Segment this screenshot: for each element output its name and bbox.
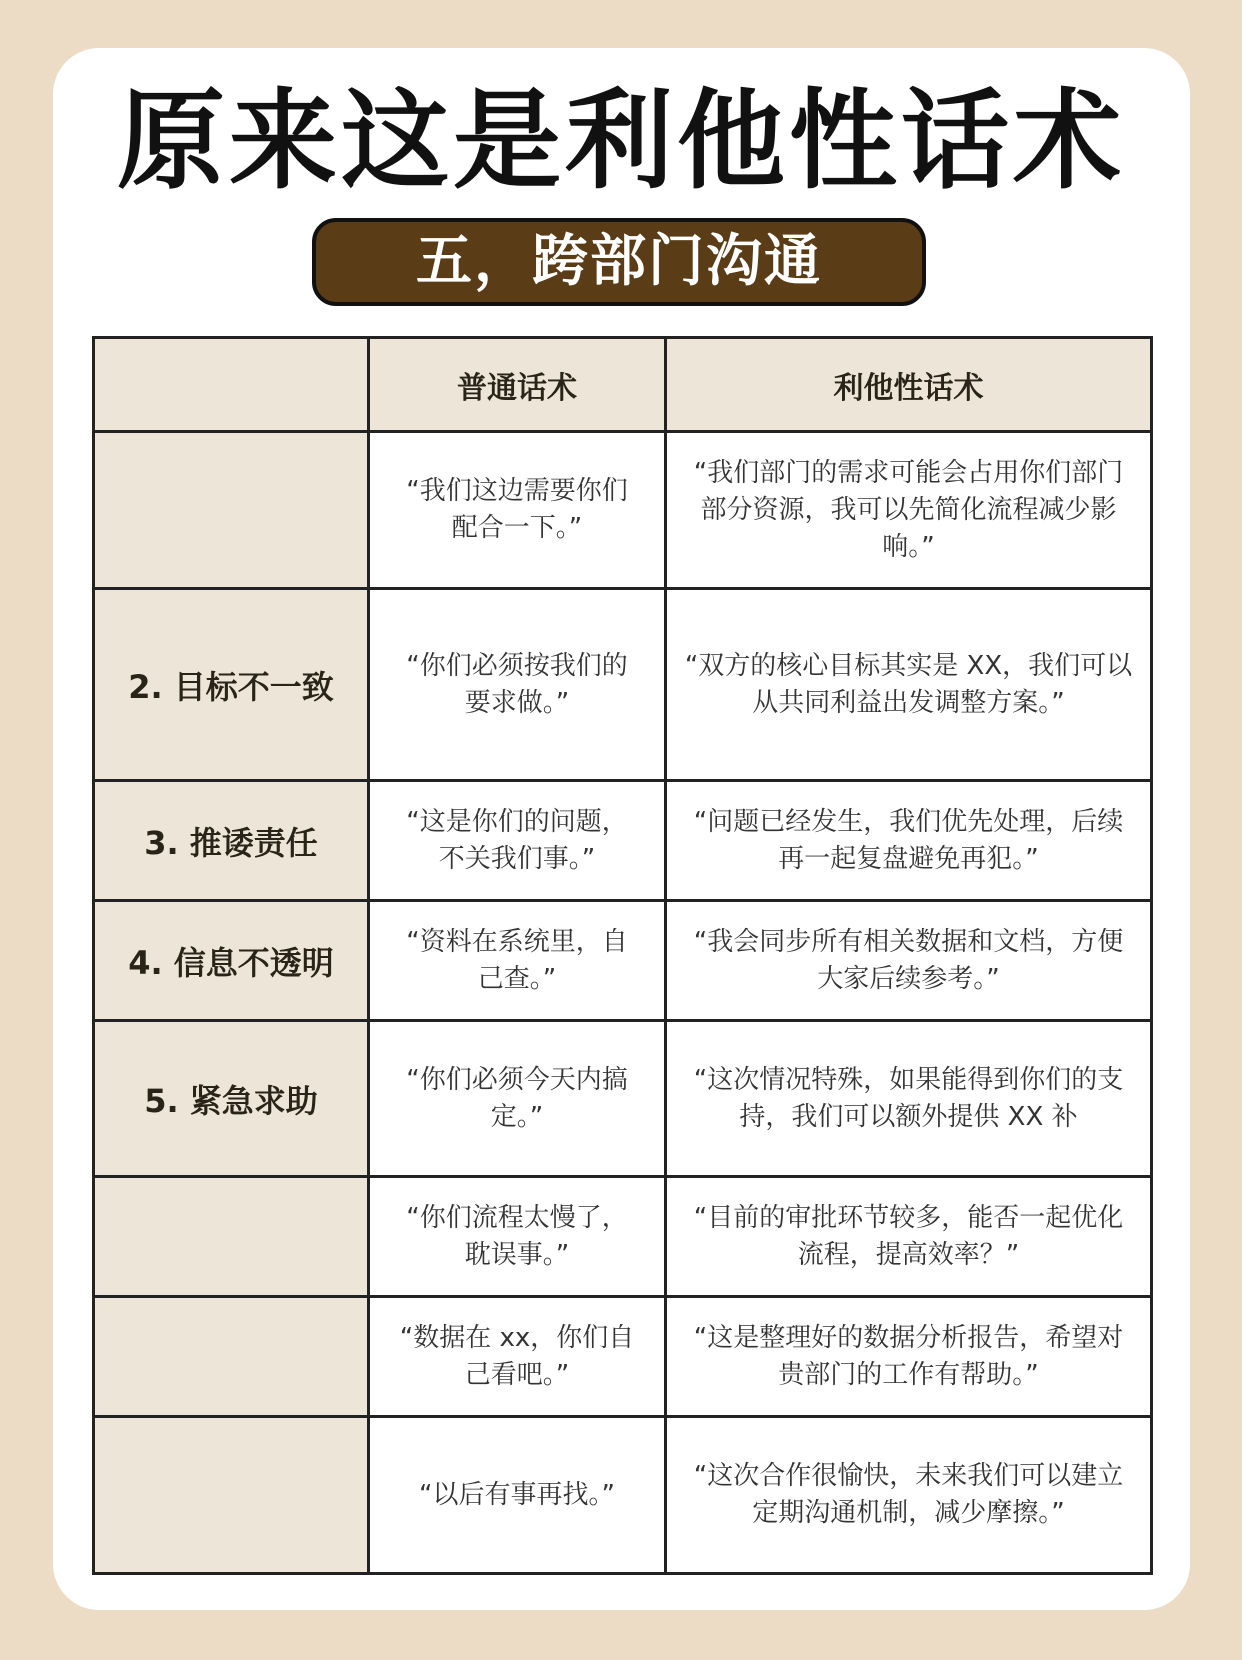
scenario-cell bbox=[94, 1297, 369, 1417]
scenario-cell: 4. 信息不透明 bbox=[94, 901, 369, 1021]
ordinary-phrase-cell bbox=[369, 1021, 666, 1177]
ordinary-phrase: “以后有事再找。” bbox=[419, 1479, 615, 1510]
table-row bbox=[94, 589, 1152, 781]
ordinary-phrase-cell bbox=[369, 1177, 666, 1297]
section-subtitle: 五，跨部门沟通 bbox=[312, 218, 926, 306]
ordinary-phrase: “你们流程太慢了，耽误事。” bbox=[406, 1202, 628, 1270]
scenario-cell: 2. 目标不一致 bbox=[94, 589, 369, 781]
scenario-cell: 5. 紧急求助 bbox=[94, 1021, 369, 1177]
scenario-cell bbox=[94, 1417, 369, 1574]
ordinary-phrase-cell bbox=[369, 1297, 666, 1417]
table-row bbox=[94, 1297, 1152, 1417]
ordinary-phrase-cell bbox=[369, 781, 666, 901]
scenario-cell bbox=[94, 432, 369, 589]
header-scenario bbox=[94, 338, 369, 432]
scenario-cell bbox=[94, 1177, 369, 1297]
scenario-cell: 3. 推诿责任 bbox=[94, 781, 369, 901]
comparison-table bbox=[92, 336, 1153, 1575]
ordinary-phrase: “你们必须按我们的要求做。” bbox=[406, 650, 628, 718]
altruistic-phrase-cell: “这次合作很愉快，未来我们可以建立定期沟通机制，减少摩擦。” bbox=[666, 1417, 1152, 1574]
ordinary-phrase: “这是你们的问题，不关我们事。” bbox=[406, 806, 628, 874]
table-row bbox=[94, 1417, 1152, 1574]
ordinary-phrase-cell bbox=[369, 432, 666, 589]
ordinary-phrase: “你们必须今天内搞定。” bbox=[406, 1064, 628, 1132]
altruistic-phrase-cell: “这是整理好的数据分析报告，希望对贵部门的工作有帮助。” bbox=[666, 1297, 1152, 1417]
ordinary-phrase: “数据在 xx，你们自己看吧。” bbox=[399, 1322, 635, 1390]
ordinary-phrase: “我们这边需要你们配合一下。” bbox=[406, 476, 628, 543]
ordinary-phrase-cell bbox=[369, 1417, 666, 1574]
header-ordinary: 普通话术 bbox=[369, 338, 666, 432]
ordinary-phrase-cell bbox=[369, 589, 666, 781]
page-title: 原来这是利他性话术 bbox=[116, 79, 1125, 204]
table-header-row bbox=[94, 338, 1152, 432]
ordinary-phrase: “资料在系统里，自己查。” bbox=[406, 926, 628, 994]
table-row bbox=[94, 1177, 1152, 1297]
altruistic-phrase-cell: “目前的审批环节较多，能否一起优化流程，提高效率？” bbox=[666, 1177, 1152, 1297]
altruistic-phrase-cell: “这次情况特殊，如果能得到你们的支持，我们可以额外提供 XX 补 bbox=[666, 1021, 1152, 1177]
ordinary-phrase-cell bbox=[369, 901, 666, 1021]
altruistic-phrase-cell: “问题已经发生，我们优先处理，后续再一起复盘避免再犯。” bbox=[666, 781, 1152, 901]
table-row bbox=[94, 781, 1152, 901]
table-row bbox=[94, 1021, 1152, 1177]
table-row bbox=[94, 432, 1152, 589]
header-altruistic: 利他性话术 bbox=[666, 338, 1152, 432]
altruistic-phrase-cell: “我会同步所有相关数据和文档，方便大家后续参考。” bbox=[666, 901, 1152, 1021]
table-row bbox=[94, 901, 1152, 1021]
altruistic-phrase-cell: “我们部门的需求可能会占用你们部门部分资源，我可以先简化流程减少影响。” bbox=[666, 432, 1152, 589]
altruistic-phrase-cell: “双方的核心目标其实是 XX，我们可以从共同利益出发调整方案。” bbox=[666, 589, 1152, 781]
